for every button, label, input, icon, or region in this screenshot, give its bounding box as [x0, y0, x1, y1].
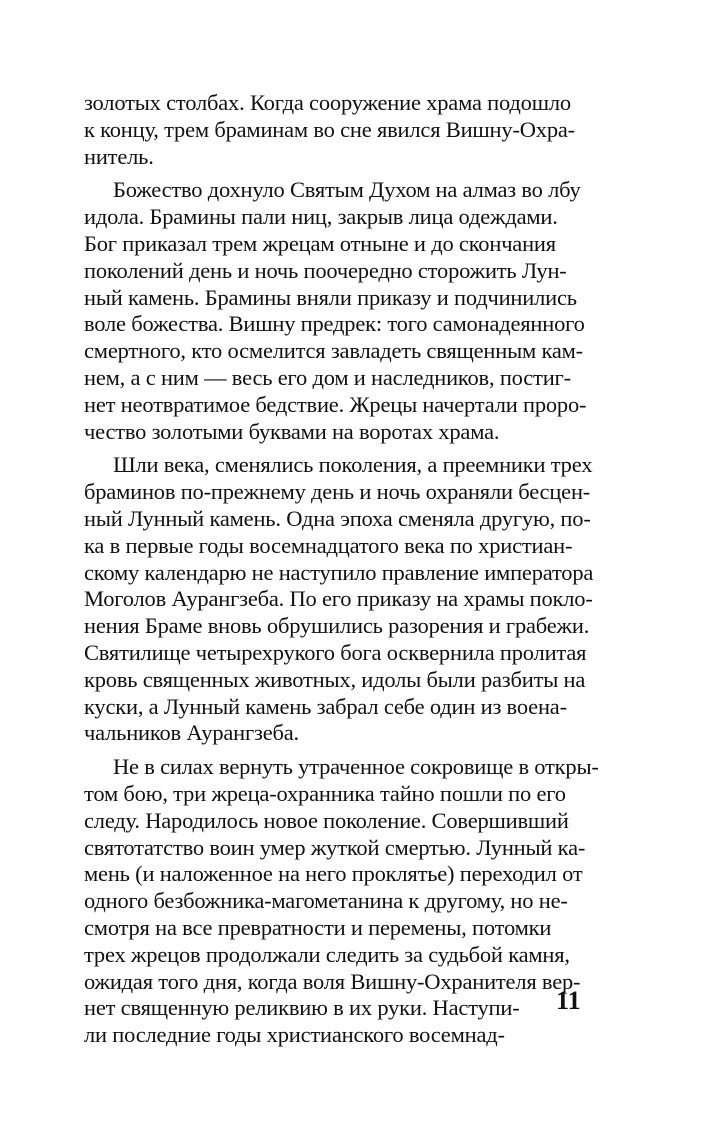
text-line: святотатство воин умер жуткой смертью. Лунный ка- [84, 834, 586, 860]
paragraph-1 [84, 90, 584, 170]
text-line: одного безбожника-магометанина к другому, но не- [84, 888, 568, 914]
paragraph-4 [84, 754, 599, 1049]
text-line: смотря на все превратности и перемены, потомки [84, 914, 552, 940]
text-line: том бою, три жреца-охранника тайно пошли по его [84, 780, 566, 806]
text-line: следу. Народилось новое поколение. Совершивший [84, 807, 569, 833]
text-line: Шли века, сменялись поколения, а преемники трех [113, 452, 593, 478]
text-line: нет неотвратимое бедствие. Жрецы начертали проро- [84, 391, 587, 417]
text-line: ка в первые годы восемнадцатого века по христиан- [84, 532, 573, 558]
page-number: 11 [556, 986, 581, 1015]
text-line: поколений день и ночь поочередно сторожить Лун- [84, 257, 567, 283]
text-line: нения Браме вновь обрушились разорения и грабежи. [84, 613, 590, 639]
text-line: кровь священных животных, идолы были разбиты на [84, 666, 586, 692]
text-line: чество золотыми буквами на воротах храма. [84, 418, 500, 444]
text-line: ожидая того дня, когда воля Вишну-Охранителя вер- [84, 968, 581, 994]
paragraph-3 [84, 452, 594, 747]
text-line: нитель. [84, 143, 154, 169]
text-line: Бог приказал трем жрецам отныне и до скончания [84, 230, 556, 256]
text-line: ли последние годы христианского восемнад- [84, 1022, 505, 1048]
text-line: куски, а Лунный камень забрал себе один из воена- [84, 693, 567, 719]
text-line: нет священную реликвию в их руки. Наступи- [84, 995, 520, 1021]
text-line: трех жрецов продолжали следить за судьбой камня, [84, 941, 570, 967]
text-line: воле божества. Вишну предрек: того самонадеянного [84, 311, 585, 337]
text-line: идола. Брамины пали ниц, закрыв лица одеждами. [84, 204, 558, 230]
text-line: Моголов Аурангзеба. По его приказу на храмы покло- [84, 586, 593, 612]
text-line: ный камень. Брамины вняли приказу и подчинились [84, 284, 577, 310]
text-line: чальников Аурангзеба. [84, 720, 299, 746]
text-line: браминов по-прежнему день и ночь охраняли бесцен- [84, 479, 591, 505]
text-line: скому календарю не наступило правление императора [84, 559, 594, 585]
text-line: смертного, кто осмелится завладеть священным кам- [84, 338, 583, 364]
paragraph-2 [84, 177, 587, 445]
text-line: Не в силах вернуть утраченное сокровище в откры- [113, 754, 599, 780]
text-line: Святилище четырехрукого бога осквернила пролитая [84, 639, 587, 665]
text-line: золотых столбах. Когда сооружение храма подошло [84, 90, 571, 115]
text-line: к концу, трем браминам во сне явился Вишну-Охра- [84, 116, 575, 142]
text-line: ный Лунный камень. Одна эпоха сменяла другую, по- [84, 505, 591, 531]
text-line: мень (и наложенное на него проклятье) переходил от [84, 861, 583, 887]
text-line: Божество дохнуло Святым Духом на алмаз во лбу [113, 177, 581, 203]
body-text [84, 90, 599, 1049]
text-line: нем, а с ним — весь его дом и наследников, постиг- [84, 364, 571, 390]
